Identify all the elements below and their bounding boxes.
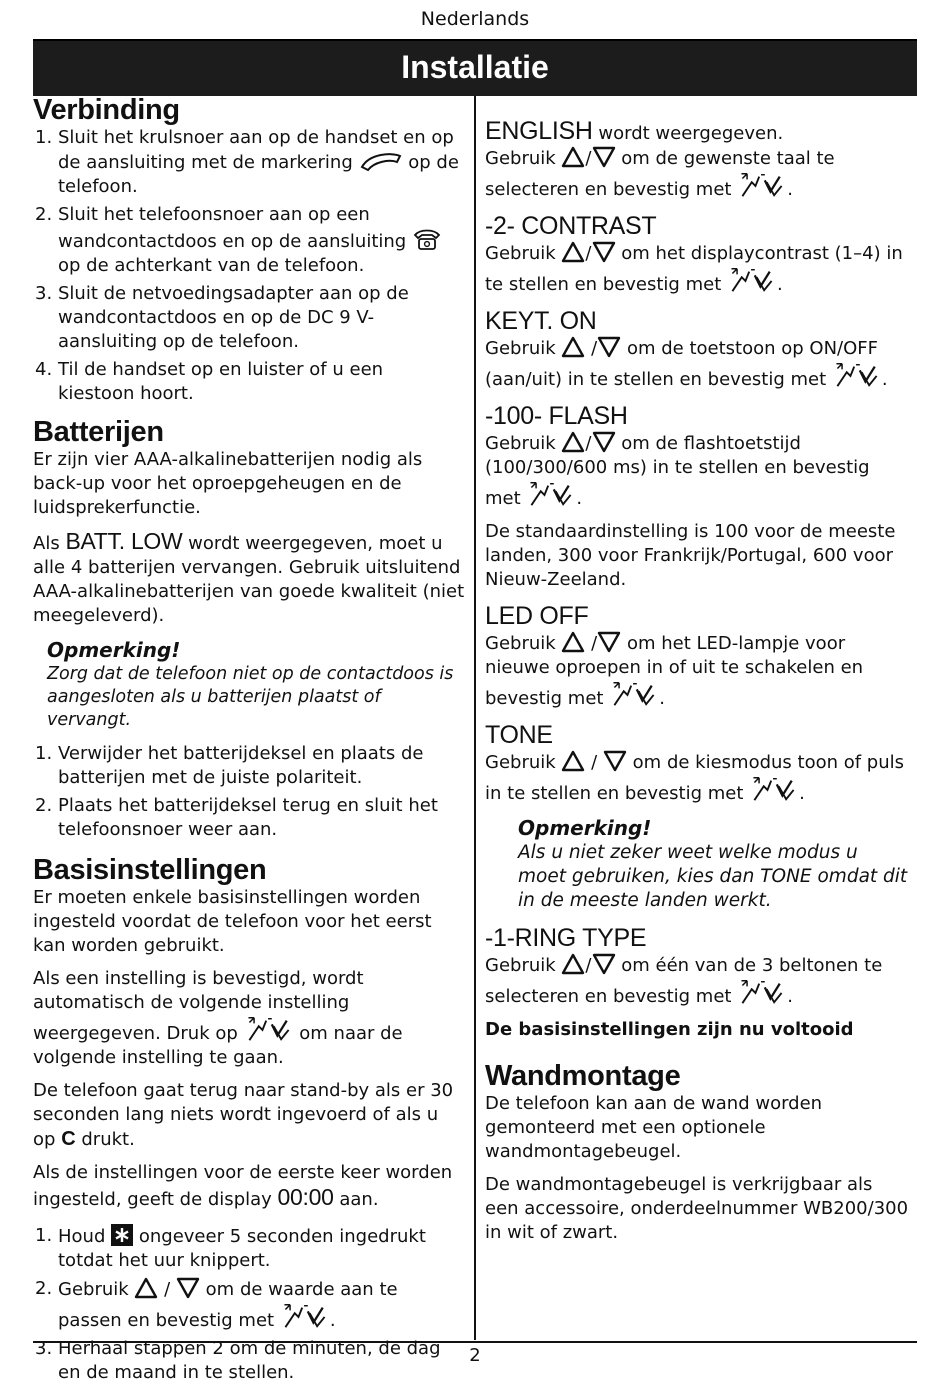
up-triangle-icon — [561, 750, 585, 772]
up-triangle-icon — [561, 241, 585, 263]
up-triangle-icon — [134, 1277, 158, 1299]
up-triangle-icon — [561, 431, 585, 453]
list-item: 2. Gebruik / om de waarde aan te passen en bevestig met . — [35, 1278, 398, 1331]
list-item: 1. Verwijder het batterijdeksel en plaats de batterijen met de juiste polariteit. — [35, 743, 424, 788]
display-text: -2- CONTRAST — [485, 212, 657, 240]
handset-icon — [359, 150, 403, 172]
ok-icon — [737, 171, 787, 199]
down-triangle-icon — [176, 1277, 200, 1299]
up-triangle-icon — [561, 146, 585, 168]
setting-english: ENGLISH wordt weergegeven. Gebruik / om de gewenste taal te selecteren en bevestig met . — [485, 117, 835, 200]
setting-keyt: Gebruik / om de toetstoon op ON/OFF (aan/uit) in te stellen en bevestig met . — [485, 338, 888, 390]
heading-batterijen: Batterijen — [33, 416, 164, 448]
display-text: BATT. LOW — [65, 528, 183, 554]
setting-tone: Gebruik / om de kiesmodus toon of puls in te stellen en bevestig met . — [485, 752, 905, 804]
paragraph: Als BATT. LOW wordt weergegeven, moet u alle 4 batterijen vervangen. Gebruik uitsluitend AAA-alkalinebatterijen van goede kwaliteit (niet meegeleverd). — [33, 528, 465, 626]
display-text: -100- FLASH — [485, 402, 628, 430]
paragraph: De wandmontagebeugel is verkrijgbaar als een accessoire, onderdeelnummer WB200/300 in wit of zwart. — [485, 1174, 909, 1243]
column-divider — [474, 96, 476, 1340]
paragraph: De telefoon kan aan de wand worden gemonteerd met een optionele wandmontagebeugel. — [485, 1093, 823, 1162]
paragraph: De telefoon gaat terug naar stand-by als er 30 seconden lang niets wordt ingevoerd of als u op C drukt. — [33, 1080, 454, 1150]
banner-title: Installatie — [401, 49, 549, 85]
verbinding-steps — [33, 126, 465, 406]
c-key: C — [61, 1128, 76, 1150]
down-triangle-icon — [597, 631, 621, 653]
down-triangle-icon — [592, 953, 616, 975]
paragraph: Er zijn vier AAA-alkalinebatterijen nodig als back-up voor het oproepgeheugen en de luidsprekerfunctie. — [33, 449, 423, 518]
down-triangle-icon — [603, 750, 627, 772]
ok-icon — [280, 1302, 330, 1330]
display-text: ENGLISH — [485, 117, 593, 145]
setting-led: Gebruik / om het LED-lampje voor nieuwe oproepen in of uit te schakelen en bevestig met . — [485, 633, 864, 709]
display-text: -1-RING TYPE — [485, 924, 647, 952]
ok-icon — [749, 775, 799, 803]
heading-verbinding: Verbinding — [33, 94, 180, 126]
list-item: 4. Til de handset op en luister of u een kiestoon hoort. — [35, 359, 384, 404]
note-body: Als u niet zeker weet welke modus u moet gebruiken, kies dan TONE omdat dit in de meeste landen werkt. — [518, 842, 908, 911]
completion-text: De basisinstellingen zijn nu voltooid — [485, 1019, 854, 1040]
note-box — [33, 637, 465, 732]
down-triangle-icon — [592, 241, 616, 263]
basis-steps — [33, 1224, 465, 1385]
list-item: 2. Sluit het telefoonsnoer aan op een wandcontactdoos en op de aansluiting op de achterkant van de telefoon. — [33, 203, 465, 278]
ok-icon — [727, 266, 777, 294]
paragraph: Als de instellingen voor de eerste keer worden ingesteld, geeft de display 00:00 aan. — [33, 1162, 453, 1210]
list-item: 2. Plaats het batterijdeksel terug en sluit het telefoonsnoer weer aan. — [35, 795, 438, 840]
down-triangle-icon — [597, 336, 621, 358]
language-header: Nederlands — [420, 8, 530, 30]
paragraph: Er moeten enkele basisinstellingen worden ingesteld voordat de telefoon voor het eerst kan worden gebruikt. — [33, 887, 432, 956]
list-item: 3. Herhaal stappen 2 om de minuten, de dag en de maand in te stellen. — [35, 1338, 441, 1383]
ok-icon — [737, 978, 787, 1006]
list-item: 1. Sluit het krulsnoer aan op de handset en op de aansluiting met de markering op de telefoon. — [35, 127, 459, 197]
display-text: 00:00 — [277, 1184, 334, 1210]
note-title: Opmerking! — [47, 638, 181, 662]
setting-contrast: Gebruik / om het displaycontrast (1–4) in te stellen en bevestig met . — [485, 243, 903, 295]
right-column — [485, 116, 910, 1254]
up-triangle-icon — [561, 953, 585, 975]
up-triangle-icon — [561, 631, 585, 653]
down-triangle-icon — [592, 431, 616, 453]
note-title: Opmerking! — [518, 816, 652, 840]
ok-icon — [609, 680, 659, 708]
phone-icon — [412, 227, 442, 251]
down-triangle-icon — [592, 146, 616, 168]
setting-ring: Gebruik / om één van de 3 beltonen te selecteren en bevestig met . — [485, 955, 883, 1007]
up-triangle-icon — [561, 336, 585, 358]
batterij-steps — [33, 742, 465, 842]
setting-flash: Gebruik / om de flashtoetstijd (100/300/600 ms) in te stellen en bevestig met . — [485, 433, 870, 509]
ok-icon — [526, 480, 576, 508]
section-banner — [33, 39, 917, 96]
note-box — [485, 815, 910, 913]
page-number: 2 — [469, 1345, 481, 1366]
note-body: Zorg dat de telefoon niet op de contactdoos is aangesloten als u batterijen plaatst of vervangt. — [47, 664, 454, 730]
display-text: TONE — [485, 721, 553, 749]
paragraph: Als een instelling is bevestigd, wordt automatisch de volgende instelling weergegeven. Druk op om naar de volgende instelling te gaan. — [33, 968, 403, 1068]
paragraph: De standaardinstelling is 100 voor de meeste landen, 300 voor Frankrijk/Portugal, 600 voor Nieuw-Zeeland. — [485, 521, 896, 590]
list-item: 1. Houd ongeveer 5 seconden ingedrukt totdat het uur knippert. — [35, 1225, 426, 1271]
left-column — [33, 94, 465, 1393]
heading-basisinstellingen: Basisinstellingen — [33, 854, 267, 886]
display-text: KEYT. ON — [485, 307, 597, 335]
display-text: LED OFF — [485, 602, 589, 630]
ok-icon — [832, 361, 882, 389]
star-key-icon — [111, 1224, 133, 1246]
list-item: 3. Sluit de netvoedingsadapter aan op de wandcontactdoos en op de DC 9 V-aansluiting op de telefoon. — [35, 283, 409, 352]
ok-icon — [244, 1015, 294, 1043]
heading-wandmontage: Wandmontage — [485, 1060, 681, 1092]
